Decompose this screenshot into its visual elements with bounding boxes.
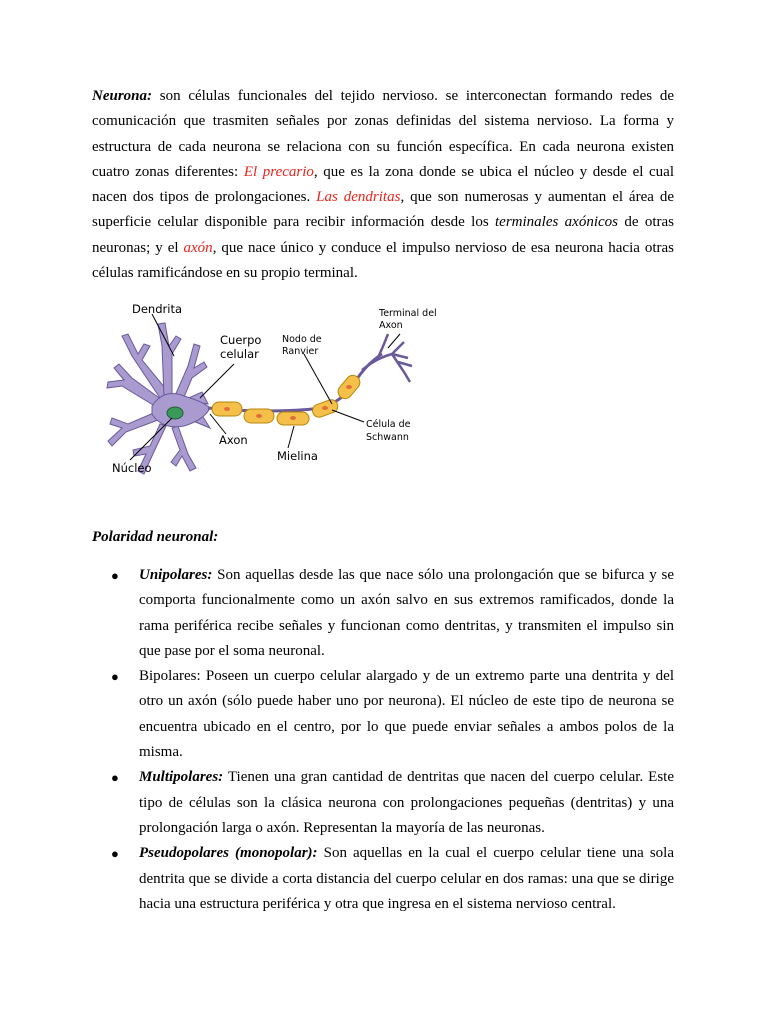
label-celula-2: Schwann [366,432,409,443]
neuron-diagram [92,296,462,486]
item-text: Tienen una gran cantidad de dentritas que nacen del cuerpo celular. Este tipo de células son la clásica neurona con prolongaciones pequeñas (dentritas) y una prolongación larga o axón. Representan la mayoría de las neuronas. [139,769,674,836]
label-terminal-1: Terminal del [379,308,437,319]
list-item [92,765,674,841]
label-mielina: Mielina [277,449,318,463]
label-terminal-2: Axon [379,320,403,331]
item-term: Multipolares: [139,769,224,786]
term-dendritas: Las dendritas [316,189,401,206]
label-axon: Axon [219,433,248,447]
item-text: Bipolares: Poseen un cuerpo celular alargado y de un extremo parte una dentrita y del otro un axón (sólo puede haber uno por neurona). El núcleo de este tipo de neurona se encuentra ubicado en el centro, por lo que puede enviar señales a ambos polos de la misma. [139,668,674,761]
list-item [92,841,674,917]
intro-text-5: , que nace único y conduce el impulso nervioso de esa neurona hacia otras células ramificándose en su propio terminal. [92,239,675,282]
item-term: Unipolares: [139,567,213,583]
polarity-list [92,563,674,917]
axon-terminal [362,334,412,382]
label-cuerpo-1: Cuerpo [220,333,262,347]
term-neurona: Neurona: [92,88,153,104]
polarity-heading: Polaridad neuronal: [92,529,219,545]
bullet-icon: ● [111,770,119,786]
intro-text-2: , que es la zona donde se ubica el núcleo y desde el cual nacen dos tipos de prolongaciones. [92,163,674,206]
bullet-icon: ● [111,846,119,862]
label-nodo-1: Nodo de [282,334,322,345]
intro-text-1: son células funcionales del tejido nervioso. se interconectan formando redes de comunicación que trasmiten señales por zonas definidas del sistema nervioso. La forma y estructura de cada neurona se relaciona con su función específica. En cada neurona existen cuatro zonas diferentes: [92,88,674,180]
bullet-icon: ● [111,669,119,685]
item-term: Pseudopolares (monopolar): [139,845,318,862]
intro-text-4: de otras neuronas; y el [92,214,674,256]
label-nodo-2: Ranvier [282,346,319,357]
item-text: Son aquellas desde las que nace sólo una prolongación que se bifurca y se comporta funcionalmente como un axón salvo en sus extremos ramificados, donde la rama periférica recibe señales y funcionan como dentritas, y transmiten el impulso sin que pase por el soma neuronal. [139,567,674,659]
list-item [92,563,674,664]
intro-paragraph [92,84,674,286]
term-axon: axón [183,239,213,256]
item-text: Son aquellas en la cual el cuerpo celular tiene una sola dentrita que se divide a corta distancia del cuerpo celular en dos ramas: una que se dirige hacia una estructura periférica y otra que ingresa en el sistema nervioso central. [139,845,674,912]
term-precario: El precario [243,163,314,180]
term-terminales: terminales axónicos [495,214,618,231]
nucleus-icon [167,407,183,419]
intro-text-3: , que son numerosas y aumentan el área de superficie celular disponible para recibir información desde los [92,189,674,231]
label-cuerpo-2: celular [220,347,259,361]
list-item [92,664,674,765]
label-celula-1: Célula de [366,419,411,430]
label-dendrita: Dendrita [132,302,182,316]
bullet-icon: ● [111,568,119,583]
label-nucleo: Núcleo [112,461,152,475]
